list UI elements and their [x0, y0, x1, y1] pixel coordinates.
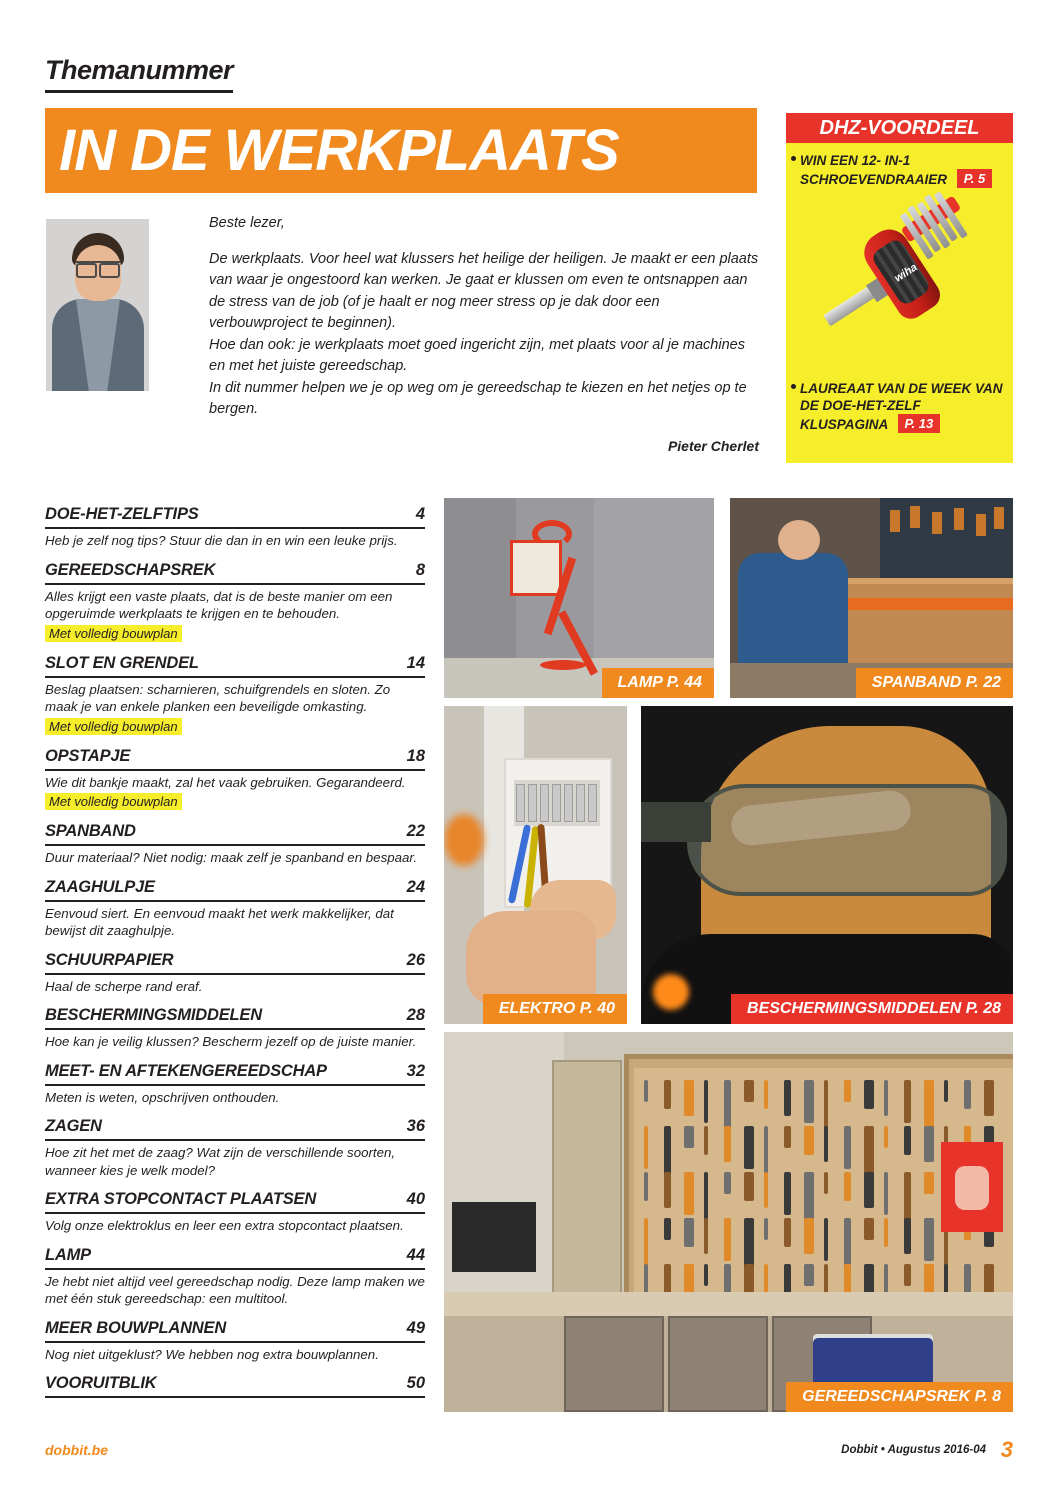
toc-entry-page: 50 [406, 1374, 425, 1392]
toc-entry-title: GEREEDSCHAPSREK [45, 560, 216, 579]
editor-signature: Pieter Cherlet [667, 438, 759, 454]
tool-silhouette [904, 1126, 911, 1155]
toc-entry[interactable] [45, 505, 425, 550]
toc-entry-badge: Met volledig bouwplan [45, 793, 182, 810]
editor-portrait [46, 219, 149, 391]
tool-silhouette [844, 1218, 851, 1268]
toc-entry-description: Wie dit bankje maakt, zal het vaak gebruiken. Gegarandeerd. [45, 774, 406, 790]
theme-label: Themanummer [45, 55, 233, 93]
tool-silhouette [704, 1218, 708, 1254]
toc-entry-line[interactable] [45, 878, 425, 902]
tool-silhouette [924, 1080, 934, 1130]
toc-entry-line[interactable] [45, 1246, 425, 1270]
tool-silhouette [824, 1172, 828, 1194]
tool-silhouette [644, 1080, 648, 1102]
tool-silhouette [784, 1218, 791, 1247]
tool-silhouette [744, 1080, 754, 1102]
toc-entry-title: SPANBAND [45, 822, 136, 840]
tool-silhouette [664, 1080, 671, 1109]
tool-silhouette [764, 1172, 768, 1208]
toc-entry-description: Heb je zelf nog tips? Stuur die dan in en win een leuke prijs. [45, 533, 398, 548]
toc-entry-title: SCHUURPAPIER [45, 950, 174, 969]
screwdriver-illustration [800, 183, 1000, 368]
toc-entry-page: 36 [406, 1117, 425, 1135]
toc-entry-title: DOE-HET-ZELFTIPS [45, 505, 199, 523]
toc-entry-description: Meten is weten, opschrijven onthouden. [45, 1089, 280, 1105]
tool-silhouette [864, 1080, 874, 1109]
toc-entry-line[interactable] [45, 822, 425, 846]
toc-entry[interactable] [45, 1006, 425, 1051]
photo-spanband [730, 498, 1013, 698]
tool-silhouette [884, 1080, 888, 1116]
tool-silhouette [824, 1218, 828, 1261]
toc-entry-page: 32 [406, 1061, 425, 1080]
toc-entry[interactable] [45, 1319, 425, 1364]
toc-entry-line[interactable] [45, 951, 425, 975]
tool-silhouette [704, 1264, 708, 1286]
promo-item-2-label: LAUREAAT VAN DE WEEK VAN DE DOE-HET-ZELF KLUSPAGINA [800, 381, 1003, 432]
tool-silhouette [964, 1080, 971, 1109]
toc-entry[interactable] [45, 1246, 425, 1308]
toc-entry-line[interactable] [45, 1374, 425, 1398]
toc-entry-description: Nog niet uitgeklust? We hebben nog extra bouwplannen. [45, 1346, 379, 1362]
toc-entry-title: SLOT EN GRENDEL [45, 653, 199, 672]
toc-entry-description: Haal de scherpe rand eraf. [45, 978, 203, 994]
tool-silhouette [684, 1080, 694, 1116]
tool-silhouette [864, 1126, 874, 1176]
toc-entry-line[interactable] [45, 747, 425, 771]
toc-entry[interactable] [45, 1062, 425, 1107]
editorial-paragraph-3: In dit nummer helpen we je op weg om je gereedschap te kiezen en het netjes op te bergen. [209, 379, 747, 417]
promo-item-1-label: WIN EEN 12- IN-1 SCHROEVENDRAAIER [800, 153, 948, 187]
photo-lamp [444, 498, 714, 698]
toc-entry-description: Hoe zit het met de zaag? Wat zijn de verschillende soorten, wanneer kies je welk model? [45, 1145, 396, 1178]
tool-silhouette [724, 1264, 731, 1293]
toc-entry-description: Beslag plaatsen: scharnieren, schuifgrendels en sloten. Zo maak je van enkele planken een beveiligde omkasting. [45, 681, 391, 714]
toc-entry-description: Alles krijgt een vaste plaats, dat is de beste manier om een opgeruimde werkplaats te krijgen en te behouden. [45, 588, 393, 621]
toc-entry-line[interactable] [45, 1117, 425, 1141]
tool-silhouette [724, 1126, 731, 1162]
tool-silhouette [744, 1218, 754, 1268]
bullet-icon [791, 384, 796, 389]
tool-silhouette [704, 1080, 708, 1123]
toc-entry-page: 22 [406, 822, 425, 840]
tool-silhouette [844, 1080, 851, 1102]
toc-entry-line[interactable] [45, 561, 425, 585]
toc-entry-title: LAMP [45, 1245, 91, 1264]
toc-entry[interactable] [45, 1374, 425, 1398]
tool-silhouette [784, 1080, 791, 1116]
caption-beschermingsmiddelen: BESCHERMINGSMIDDELEN P. 28 [731, 994, 1013, 1024]
toc-entry-page: 24 [406, 877, 425, 896]
toc-entry-line[interactable] [45, 1190, 425, 1214]
tool-silhouette [904, 1080, 911, 1123]
toc-entry-description: Je hebt niet altijd veel gereedschap nodig. Deze lamp maken we met één stuk gereedschap: een multitool. [45, 1273, 425, 1306]
promo-item-1-page: P. 5 [957, 169, 992, 188]
tool-silhouette [644, 1218, 648, 1268]
tool-silhouette [704, 1126, 708, 1155]
toc-entry[interactable] [45, 1117, 425, 1179]
bullet-icon [791, 156, 796, 161]
tool-silhouette [824, 1264, 828, 1293]
tool-silhouette [944, 1080, 948, 1102]
tool-silhouette [904, 1172, 911, 1222]
table-of-contents [45, 505, 425, 1409]
toc-entry-badge: Met volledig bouwplan [45, 718, 182, 735]
tool-silhouette [784, 1126, 791, 1148]
tool-silhouette [704, 1172, 708, 1222]
tool-silhouette [664, 1218, 671, 1240]
toc-entry[interactable] [45, 878, 425, 940]
editorial-salutation: Beste lezer, [209, 215, 285, 231]
tool-silhouette [764, 1218, 768, 1240]
caption-spanband: SPANBAND P. 22 [856, 668, 1013, 698]
tool-silhouette [804, 1172, 814, 1222]
tool-silhouette [724, 1218, 731, 1261]
page-title: IN DE WERKPLAATS [59, 118, 619, 183]
tool-silhouette [744, 1126, 754, 1169]
toc-entry-title: VOORUITBLIK [45, 1374, 157, 1392]
tool-silhouette [744, 1172, 754, 1201]
toc-entry-badge: Met volledig bouwplan [45, 625, 182, 642]
toc-entry-line[interactable] [45, 1062, 425, 1086]
toc-entry-page: 8 [415, 560, 425, 579]
tool-silhouette [724, 1080, 731, 1130]
toc-entry-description: Hoe kan je veilig klussen? Bescherm jezelf op de juiste manier. [45, 1034, 417, 1049]
toc-entry-page: 28 [406, 1006, 425, 1024]
page-title-bar [45, 108, 757, 193]
promo-header: DHZ-VOORDEEL [786, 113, 1013, 143]
tool-silhouette [644, 1172, 648, 1201]
toc-entry-description: Volg onze elektroklus en leer een extra stopcontact plaatsen. [45, 1218, 404, 1233]
tool-silhouette [924, 1218, 934, 1261]
toc-entry-description: Eenvoud siert. En eenvoud maakt het werk makkelijker, dat bewijst dit zaaghulpje. [45, 905, 394, 938]
caption-gereedschapsrek: GEREEDSCHAPSREK P. 8 [786, 1382, 1013, 1412]
toc-entry-title: OPSTAPJE [45, 746, 131, 765]
editorial-paragraph-1: De werkplaats. Voor heel wat klussers het heilige der heiligen. Je maakt er een plaats van waar je ongestoord kan werken. Je gaat er klussen om even te ontsnappen aan de stress van de job (of je haalt er nog meer stress op je dak door een verbouwproject te beginnen). [209, 250, 759, 331]
tool-silhouette [664, 1126, 671, 1176]
tool-silhouette [804, 1126, 814, 1155]
tool-silhouette [764, 1080, 768, 1109]
toc-entry-page: 26 [406, 950, 425, 969]
tool-silhouette [924, 1126, 934, 1162]
photo-elektro [444, 706, 627, 1024]
toc-entry[interactable] [45, 654, 425, 736]
promo-item-1[interactable] [786, 143, 1013, 188]
toc-entry[interactable] [45, 747, 425, 812]
tool-silhouette [884, 1172, 888, 1215]
promo-box [786, 113, 1013, 463]
toc-entry-title: ZAAGHULPJE [45, 877, 155, 896]
tool-silhouette [904, 1218, 911, 1254]
promo-item-2[interactable] [786, 371, 1013, 433]
footer-website[interactable]: dobbit.be [45, 1442, 108, 1458]
tool-silhouette [804, 1080, 814, 1123]
toc-entry-description: Duur materiaal? Niet nodig: maak zelf je spanband en bespaar. [45, 850, 418, 865]
toc-entry[interactable] [45, 951, 425, 996]
tool-silhouette [884, 1218, 888, 1247]
toc-entry-line[interactable] [45, 654, 425, 678]
tool-silhouette [864, 1172, 874, 1208]
tool-silhouette [884, 1126, 888, 1148]
brand-label: wiha [892, 261, 920, 285]
photo-gereedschapsrek [444, 1032, 1013, 1412]
page-number: 3 [1000, 1437, 1013, 1462]
tool-silhouette [984, 1080, 994, 1116]
tool-silhouette [924, 1264, 934, 1293]
toc-entry-page: 18 [406, 746, 425, 765]
toc-entry-page: 40 [406, 1190, 425, 1208]
toc-entry-page: 49 [406, 1318, 425, 1337]
tool-silhouette [904, 1264, 911, 1286]
tool-silhouette [804, 1264, 814, 1286]
toc-entry-title: BESCHERMINGSMIDDELEN [45, 1006, 262, 1024]
promo-item-2-page: P. 13 [898, 414, 941, 433]
tool-silhouette [764, 1126, 768, 1176]
tool-silhouette [804, 1218, 814, 1254]
toc-entry-title: MEET- EN AFTEKENGEREEDSCHAP [45, 1061, 327, 1080]
tool-silhouette [684, 1172, 694, 1215]
toc-entry-page: 14 [406, 653, 425, 672]
tool-silhouette [824, 1080, 828, 1130]
toc-entry-title: ZAGEN [45, 1117, 102, 1135]
tool-silhouette [644, 1126, 648, 1169]
tool-silhouette [844, 1126, 851, 1169]
caption-elektro: ELEKTRO P. 40 [483, 994, 627, 1024]
toc-entry-title: MEER BOUWPLANNEN [45, 1318, 227, 1337]
toc-entry-title: EXTRA STOPCONTACT PLAATSEN [45, 1190, 317, 1208]
tool-silhouette [684, 1126, 694, 1148]
toc-entry-line[interactable] [45, 1319, 425, 1343]
caption-lamp: LAMP P. 44 [602, 668, 714, 698]
toc-entry[interactable] [45, 561, 425, 643]
tool-silhouette [824, 1126, 828, 1162]
photo-beschermingsmiddelen [641, 706, 1013, 1024]
toc-entry-page: 44 [406, 1245, 425, 1264]
editorial-text [209, 213, 759, 421]
toc-entry[interactable] [45, 822, 425, 867]
tool-silhouette [784, 1172, 791, 1215]
tool-silhouette [864, 1218, 874, 1240]
tool-silhouette [724, 1172, 731, 1194]
editorial-paragraph-2: Hoe dan ook: je werkplaats moet goed ingericht zijn, met plaats voor al je machines en met het juiste gereedschap. [209, 336, 745, 374]
toc-entry-line[interactable] [45, 505, 425, 529]
toc-entry-page: 4 [415, 505, 425, 523]
footer-issue: Dobbit • Augustus 2016-04 [841, 1444, 986, 1456]
tool-silhouette [684, 1218, 694, 1247]
tool-silhouette [924, 1172, 934, 1194]
toc-entry-line[interactable] [45, 1006, 425, 1030]
toc-entry[interactable] [45, 1190, 425, 1235]
tool-silhouette [664, 1172, 671, 1208]
tool-silhouette [844, 1172, 851, 1201]
